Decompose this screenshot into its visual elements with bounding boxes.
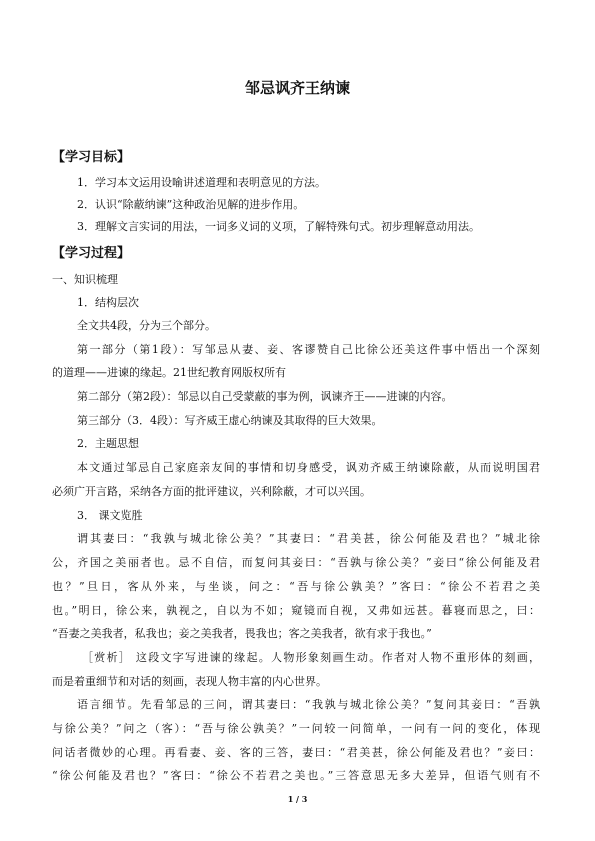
- subsection-heading: 2．主题思想: [77, 437, 139, 450]
- subsection-heading: 3． 课文览胜: [77, 509, 143, 522]
- page-number: 1 / 3: [287, 794, 308, 804]
- paragraph-line: 第一部分（第1段）：写邹忌从妻、妾、客谬赞自己比徐公还美这件事中悟出一个深刻: [77, 343, 540, 356]
- paragraph-line: 本文通过邹忌自己家庭亲友间的事情和切身感受，讽劝齐威王纳谏除蔽，从而说明国君: [77, 461, 540, 474]
- learning-goals-heading: 【学习目标】: [52, 150, 131, 165]
- goal-item: 3．理解文言实词的用法，一词多义词的义项，了解特殊句式。初步理解意动用法。: [77, 220, 480, 233]
- classical-text-line: 也。”明日，徐公来，孰视之，自以为不如；窥镜而自视，又弗如远甚。暮寝而思之，曰：: [52, 604, 540, 617]
- paragraph-line: 的道理——进谏的缘起。21世纪教育网版权所有: [52, 366, 286, 379]
- classical-text-line: 谓其妻曰：“我孰与城北徐公美？”其妻曰：“君美甚，徐公何能及君也？”城北徐: [77, 532, 540, 545]
- paragraph-line: 第二部分（第2段）：邹忌以自己受蒙蔽的事为例，讽谏齐王——进谏的内容。: [77, 390, 453, 403]
- analysis-line: 与徐公美？”问之（客）：“吾与徐公孰美？”一问较一问简单，一问有一问的变化，体现: [52, 722, 540, 735]
- goal-item: 2．认识“除蔽纳谏”这种政治见解的进步作用。: [77, 198, 305, 211]
- analysis-line: 问话者微妙的心理。再看妻、妾、客的三答，妻曰：“君美甚，徐公何能及君也？”妾曰：: [52, 746, 540, 759]
- goal-item: 1．学习本文运用设喻讲述道理和表明意见的方法。: [77, 176, 326, 189]
- section-heading: 一、知识梳理: [52, 273, 118, 286]
- appreciation-line: 而是着重细节和对话的刻画，表现人物丰富的内心世界。: [52, 675, 327, 688]
- classical-text-line: “吾妻之美我者，私我也；妾之美我者，畏我也；客之美我者，欲有求于我也。”: [52, 627, 432, 640]
- paragraph-line: 第三部分（3．4段）：写齐威王虚心纳谏及其取得的巨大效果。: [77, 414, 383, 427]
- appreciation-line: ［赏析］ 这段文字写进谏的缘起。人物形象刻画生动。作者对人物不重形体的刻画，: [82, 651, 540, 664]
- subsection-heading: 1．结构层次: [77, 296, 139, 309]
- classical-text-line: 公，齐国之美丽者也。忌不自信，而复问其妾曰：“吾孰与徐公美？”妾曰“徐公何能及君: [52, 556, 540, 569]
- paragraph-line: 必须广开言路，采纳各方面的批评建议，兴利除蔽，才可以兴国。: [52, 485, 371, 498]
- analysis-line: “徐公何能及君也？”客曰：“徐公不若君之美也。”三答意思无多大差异，但语气则有不: [52, 769, 540, 782]
- document-title: 邹忌讽齐王纳谏: [244, 79, 350, 97]
- learning-process-heading: 【学习过程】: [52, 246, 131, 261]
- classical-text-line: 也？”旦日，客从外来，与坐谈，问之：“吾与徐公孰美？”客曰：“徐公不若君之美: [52, 580, 540, 593]
- paragraph-line: 全文共4段，分为三个部分。: [77, 319, 216, 332]
- analysis-line: 语言细节。先看邹忌的三问，谓其妻曰：“我孰与城北徐公美？”复问其妾曰：“吾孰: [77, 698, 540, 711]
